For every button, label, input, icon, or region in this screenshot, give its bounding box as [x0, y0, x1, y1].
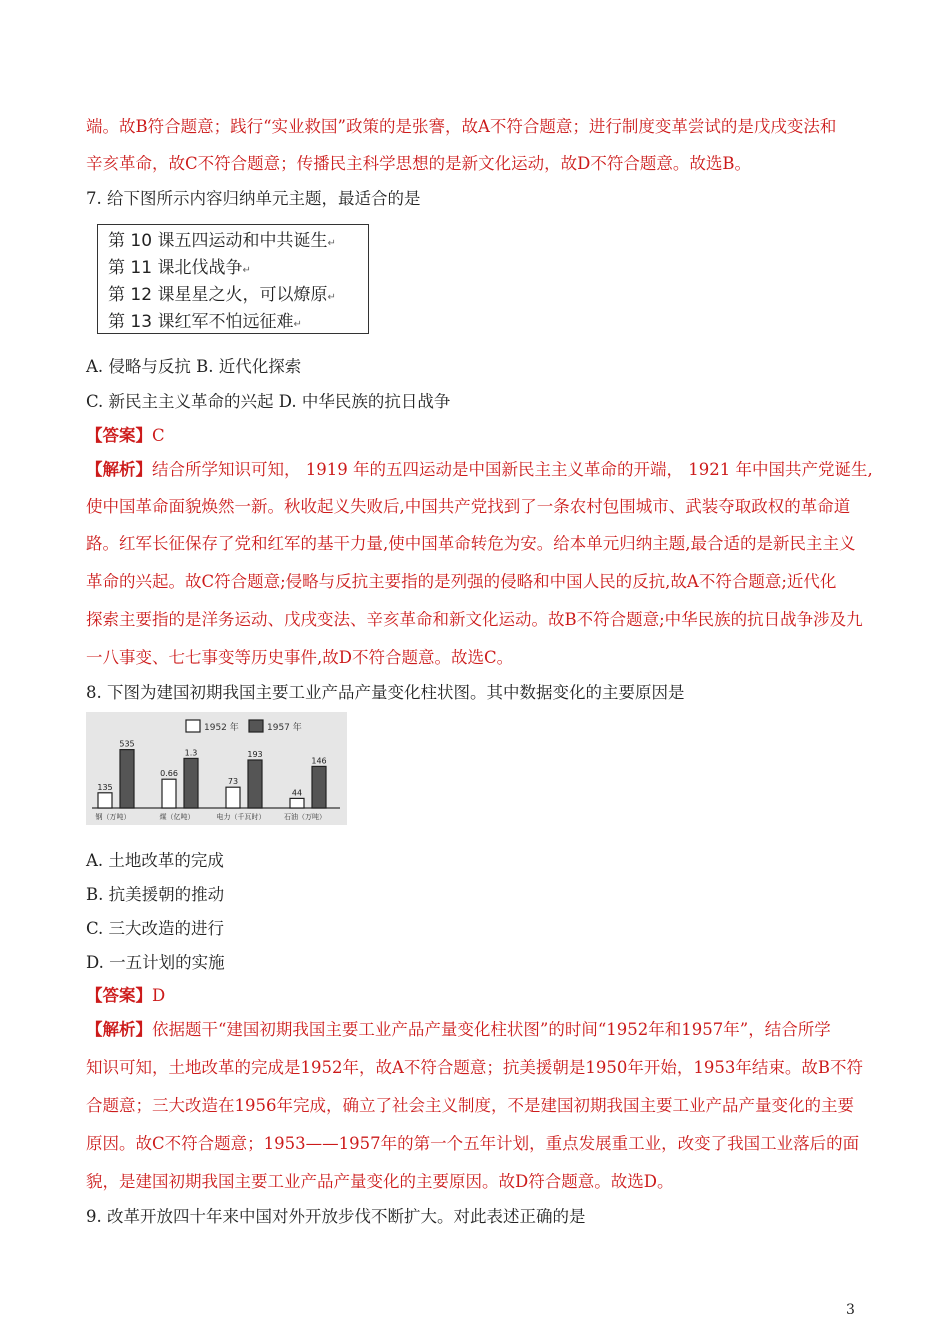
bar-1952-3 [290, 798, 304, 808]
answer-value: C [152, 426, 165, 445]
question-9-stem: 9. 改革开放四十年来中国对外开放步伐不断扩大。对此表述正确的是 [86, 1207, 586, 1226]
bar-value-label: 0.66 [160, 769, 178, 779]
answer-value: D [152, 986, 166, 1005]
question-7-analysis-line: 【解析】结合所学知识可知， 1919 年的五四运动是中国新民主主义革命的开端， 1921 年中国共产党诞生, [86, 460, 873, 479]
bar-value-label: 193 [247, 750, 263, 759]
bar-1957-1 [184, 758, 198, 808]
legend-swatch-1957 [249, 720, 263, 732]
answer-label: 【答案】 [86, 426, 152, 445]
question-8-option-a: A. 土地改革的完成 [86, 851, 224, 870]
question-7-analysis-line: 路。红军长征保存了党和红军的基干力量,使中国革命转危为安。给本单元归纳主题,最合适的是新民主主义 [86, 534, 856, 553]
analysis-label: 【解析】 [86, 1020, 152, 1039]
category-label: 电力（千瓦时） [216, 813, 266, 821]
bar-1952-0 [98, 793, 112, 808]
question-7-analysis-line: 一八事变、七七事变等历史事件,故D不符合题意。故选C。 [86, 648, 514, 667]
question-7-options-row-1: A. 侵略与反抗 B. 近代化探索 [86, 357, 302, 376]
industrial-output-bar-chart [86, 712, 347, 825]
question-7-options-row-2: C. 新民主主义革命的兴起 D. 中华民族的抗日战争 [86, 392, 451, 411]
question-8-analysis-line: 【解析】依据题干“建国初期我国主要工业产品产量变化柱状图”的时间“1952年和1957年”，结合所学 [86, 1020, 831, 1039]
question-8-option-d: D. 一五计划的实施 [86, 953, 225, 972]
question-8-analysis-line: 知识可知，土地改革的完成是1952年，故A不符合题意；抗美援朝是1950年开始，1953年结束。故B不符 [86, 1058, 864, 1077]
chart-svg [86, 712, 347, 825]
bar-group [97, 740, 326, 808]
question-7-analysis-line: 革命的兴起。故C符合题意;侵略与反抗主要指的是列强的侵略和中国人民的反抗,故A不符合题意;近代化 [86, 572, 837, 591]
bar-value-label: 535 [119, 739, 135, 749]
lesson-item: 第 12 课星星之火，可以燎原↵ [108, 285, 336, 305]
bar-1957-0 [120, 750, 134, 808]
bar-value-label: 44 [291, 788, 303, 798]
question-7-stem: 7. 给下图所示内容归纳单元主题，最适合的是 [86, 189, 421, 208]
bar-1952-1 [162, 779, 176, 808]
question-8-option-b: B. 抗美援朝的推动 [86, 885, 225, 904]
analysis-continuation-line-2: 辛亥革命，故C不符合题意；传播民主科学思想的是新文化运动，故D不符合题意。故选B。 [86, 154, 751, 173]
lesson-item: 第 10 课五四运动和中共诞生↵ [108, 231, 336, 251]
question-7-analysis-line: 探索主要指的是洋务运动、戊戌变法、辛亥革命和新文化运动。故B不符合题意;中华民族的抗日战争涉及九 [86, 610, 863, 629]
lesson-list-box [97, 224, 369, 334]
bar-value-label: 73 [227, 777, 239, 787]
question-8-stem: 8. 下图为建国初期我国主要工业产品产量变化柱状图。其中数据变化的主要原因是 [86, 683, 685, 702]
question-8-answer [86, 985, 165, 1007]
bar-1952-2 [226, 787, 240, 808]
legend-swatch-1952 [186, 720, 200, 732]
category-label: 石油（万吨） [284, 813, 326, 821]
question-8-analysis-line: 貌，是建国初期我国主要工业产品产量变化的主要原因。故D符合题意。故选D。 [86, 1172, 674, 1191]
category-label: 钢（万吨） [95, 813, 131, 821]
answer-label: 【答案】 [86, 986, 152, 1005]
page-number: 3 [846, 1302, 855, 1318]
bar-value-label: 146 [311, 756, 327, 766]
analysis-label: 【解析】 [86, 460, 152, 479]
bar-value-label: 135 [97, 782, 113, 792]
question-8-analysis-line: 原因。故C不符合题意；1953——1957年的第一个五年计划，重点发展重工业，改变了我国工业落后的面 [86, 1134, 860, 1153]
legend-label-1957: 1957 年 [267, 723, 302, 733]
lesson-item: 第 13 课红军不怕远征难↵ [108, 312, 302, 332]
category-label: 煤（亿吨） [159, 813, 195, 821]
bar-1957-3 [312, 766, 326, 808]
question-7-analysis-line: 使中国革命面貌焕然一新。秋收起义失败后,中国共产党找到了一条农村包围城市、武装夺取政权的革命道 [86, 497, 851, 516]
bar-1957-2 [248, 760, 262, 808]
question-8-option-c: C. 三大改造的进行 [86, 919, 225, 938]
analysis-continuation-line-1: 端。故B符合题意；践行“实业救国”政策的是张謇，故A不符合题意；进行制度变革尝试的是戊戌变法和 [86, 117, 837, 136]
bar-value-label: 1.3 [184, 748, 198, 758]
lesson-item: 第 11 课北伐战争↵ [108, 258, 251, 278]
legend-label-1952: 1952 年 [204, 723, 239, 733]
question-8-analysis-line: 合题意；三大改造在1956年完成，确立了社会主义制度，不是建国初期我国主要工业产品产量变化的主要 [86, 1096, 854, 1115]
question-7-answer [86, 425, 165, 447]
